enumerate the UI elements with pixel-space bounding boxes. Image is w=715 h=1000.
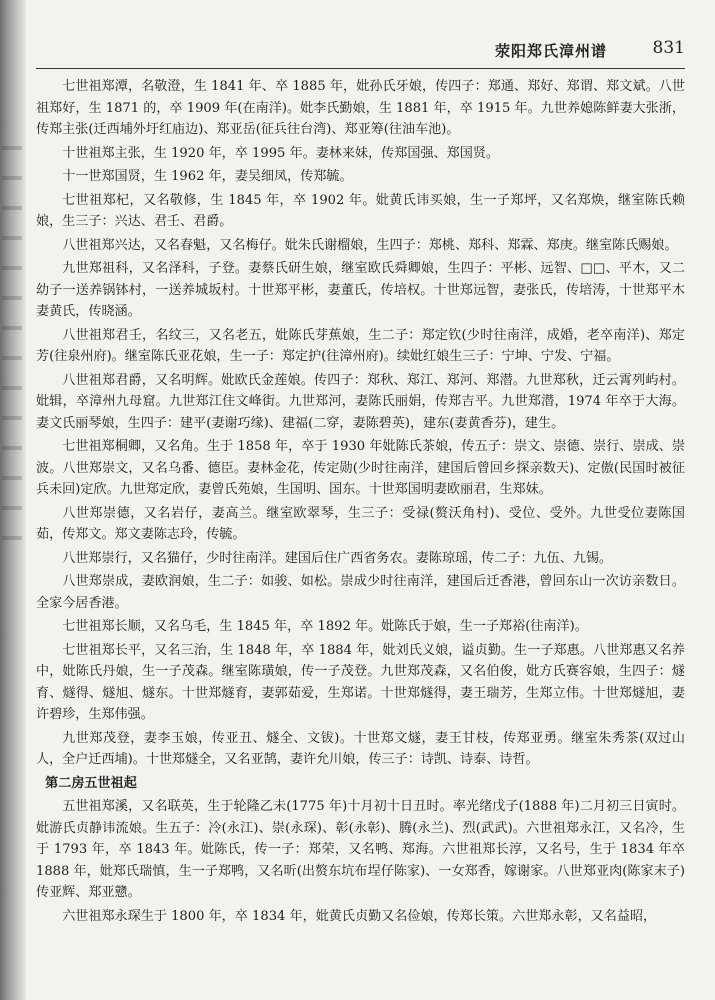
paragraph: 八世郑崇德，又名岩仔，妻高兰。继室欧翠琴，生三子：受禄(赘沃角村)、受位、受外。九世受位妻陈国茹，传郑文。郑文妻陈志玲，传毓。 (36, 505, 685, 542)
paragraph: 八世祖郑君壬，名纹三，又名老五，妣陈氏芽蕉娘，生二子：郑定钦(少时往南洋，成婚，老卒南洋)、郑定芳(往泉州府)。继室陈氏亚花娘，生一子：郑定护(往漳州府)。续妣红娘生三子：宁坤、宁发、宁福。 (36, 327, 685, 364)
paragraph: 八世郑崇成，妻欧润娘，生二子：如骏、如松。崇成少时往南洋，建国后迁香港，曾回东山一次访亲数日。全家今居香港。 (36, 574, 685, 611)
paragraph: 十一世郑国贤，生 1962 年，妻吴细凤，传郑毓。 (62, 169, 353, 184)
paragraph: 九世郑茂登，妻李玉娘，传亚丑、燧全、文钹)。十世郑文燧，妻王甘枝，传郑亚勇。继室朱秀茶(双过山人，全户迁西埔)。十世郑燧全，又名亚鹄，妻许允川娘，传三子：诗凯、诗泰、诗哲。 (36, 730, 685, 767)
paragraph: 七世祖郑长平，又名三治，生 1848 年，卒 1884 年，妣刘氏义娘，谥贞勤。生一子郑惠。八世郑惠又名养中，妣陈氏丹娘，生一子茂森。继室陈璜娘，传一子茂登。九世郑茂森，又名伯俊，妣方氏赛容娘，生四子：燧育、燧得、燧旭、燧东。十世郑燧育，妻郭茹爱，生郑诺。十世郑燧得，妻王瑞芳，生郑立伟。十世郑燧旭，妻许碧珍，生郑伟强。 (36, 642, 685, 722)
paragraph: 八世祖郑兴达，又名春魁，又名梅仔。妣朱氏谢榴娘，生四子：郑桃、郑科、郑霖、郑庚。继室陈氏赐娘。 (62, 237, 678, 253)
paragraph: 六世祖郑永琛生于 1800 年，卒 1834 年，妣黄氏贞勤又名俭娘，传郑长策。六世郑永彰，又名益昭， (62, 908, 657, 924)
section-heading: 第二房五世祖起 (45, 775, 137, 791)
page-body (36, 76, 685, 940)
paragraph: 八世郑崇行，又名猫仔，少时往南洋。建国后住广西省务农。妻陈琼瑶，传二子：九伍、九锡。 (62, 550, 613, 566)
paragraph: 七世祖郑桐卿，又名角。生于 1858 年，卒于 1930 年妣陈氏茶娘，传五子：崇文、崇德、崇行、崇成、崇波。八世郑崇文，又名乌番、德臣。妻林金花，传定勋(少时往南洋，建国后曾回乡探亲数天)、定傲(民国时被征兵未回)定欣。九世郑定欣，妻曾氏苑娘，生国明、国东。十世郑国明妻欧丽君，生郑妹。 (36, 439, 685, 497)
page-number: 831 (652, 38, 685, 58)
book-title: 荥阳郑氏漳州谱 (494, 42, 607, 60)
scan-edge-marks (2, 120, 22, 550)
paragraph: 八世祖郑君爵，又名明辉。妣欧氏金莲娘。传四子：郑秋、郑江、郑河、郑潜。九世郑秋，迁云霄列屿村。妣辑，卒漳州九母窟。九世郑江住文峰街。九世郑河，妻陈氏丽娟，传郑吉平。九世郑潜，1974 年卒于大海。妻文氏丽琴娘，生四子：建平(妻谢巧缘)、建福(二穿，妻陈碧英)，建东(妻黄香芬)，建生。 (36, 372, 685, 431)
paragraph: 九世郑祖科，又名泽科，子登。妻蔡氏研生娘，继室欧氏舜卿娘，生四子：平彬、远智、□□、平木，又二幼子一送养锅钵村，一送养城坂村。十世郑平彬，妻董氏，传培权。十世郑远智，妻张氏，传培涛，十世郑平木妻黄氏，传晓涵。 (36, 261, 685, 319)
paragraph: 七世祖郑杞，又名敬修，生 1845 年，卒 1902 年。妣黄氏讳买娘，生一子郑坪，又名郑焕，继室陈氏赖娘，生三子：兴达、君壬、君爵。 (36, 192, 685, 229)
paragraph: 十世祖郑主张，生 1920 年，卒 1995 年。妻林来妹，传郑国强、郑国贤。 (62, 145, 500, 161)
paragraph: 七世祖郑长顺，又名乌毛，生 1845 年，卒 1892 年。妣陈氏于娘，生一子郑裕(往南洋)。 (62, 619, 588, 634)
paragraph: 七世祖郑潭，名敬澄，生 1841 年、卒 1885 年，妣孙氏牙娘，传四子：郑通、郑好、郑谓、郑文斌。八世祖郑好，生 1871 的，卒 1909 年(在南洋)。妣李氏勤娘，生 1881 年，卒 1915 年。九世养媳陈鲜妻大张浙，传郑主张(迁西埔外圩红庙边)、郑亚岳(征兵往台湾)、郑亚筹(往油车池)。 (36, 79, 685, 137)
running-header (36, 30, 685, 69)
paragraph: 五世祖郑溪，又名联英，生于轮隆乙未(1775 年)十月初十日丑时。率光绪戊子(1888 年)二月初三日寅时。妣游氏贞静讳流娘。生五子：冷(永江)、崇(永琛)、彰(永彰)、腾(永兰)、烈(武武)。六世祖郑永江，又名冷，生于 1793 年，卒 1843 年。妣陈氏，传一子：郑荣，又名鸭、郑海。六世祖郑长淳，又名号，生于 1834 年卒 1888 年，妣郑氏瑞慎，生一子郑鸭，又名昕(出赘东坑布埕仔陈家)、一女郑香，嫁谢家。八世郑亚肉(陈家末子)传亚辉、郑亚戆。 (36, 799, 685, 900)
